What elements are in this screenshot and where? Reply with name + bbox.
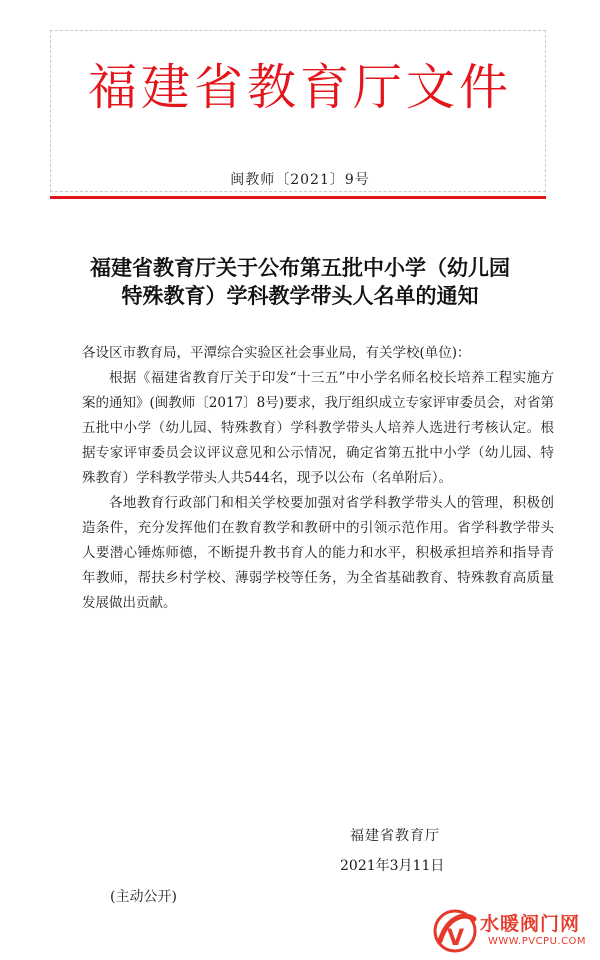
issue-date: 2021年3月11日	[340, 858, 445, 874]
site-watermark	[430, 905, 600, 957]
issuing-authority-heading: 福建省教育厅文件	[87, 59, 512, 116]
red-divider-line	[50, 196, 546, 199]
body-paragraph-1: 根据《福建省教育厅关于印发“十三五”中小学名师名校长培养工程实施方案的通知》(闽教师〔2017〕8号)要求，我厅组织成立专家评审委员会，对省第五批中小学（幼儿园、特殊教育）学科教学带头人培养人选进行考核认定。根据专家评审委员会议评议意见和公示情况，确定省第五批中小学（幼儿园、特殊教育）学科教学带头人共544名，现予以公布（名单附后）。	[82, 370, 554, 486]
watermark-logo-icon	[430, 905, 482, 957]
notice-title-line-1: 福建省教育厅关于公布第五批中小学（幼儿园	[90, 256, 510, 280]
notice-title-line-2: 特殊教育）学科教学带头人名单的通知	[121, 284, 479, 308]
body-paragraph-2: 各地教育行政部门和相关学校要加强对省学科教学带头人的管理，积极创造条件，充分发挥他们在教育教学和教研中的引领示范作用。省学科教学带头人要潜心锤炼师德，不断提升教书育人的能力和水平，积极承担培养和指导青年教师，帮扶乡村学校、薄弱学校等任务，为全省基础教育、特殊教育高质量发展做出贡献。	[82, 495, 554, 611]
svg-text:V: V	[447, 926, 465, 951]
disclosure-note: (主动公开)	[110, 889, 177, 905]
document-number: 闽教师〔2021〕9号	[230, 172, 370, 188]
watermark-site-name: 水暖阀门网	[480, 913, 581, 935]
watermark-site-url: WWW.PVCPU.COM	[488, 936, 587, 947]
salutation: 各设区市教育局，平潭综合实验区社会事业局，有关学校(单位)：	[82, 345, 471, 361]
notice-title	[0, 254, 600, 310]
notice-body	[82, 341, 554, 616]
issuer-signature: 福建省教育厅	[350, 828, 440, 844]
